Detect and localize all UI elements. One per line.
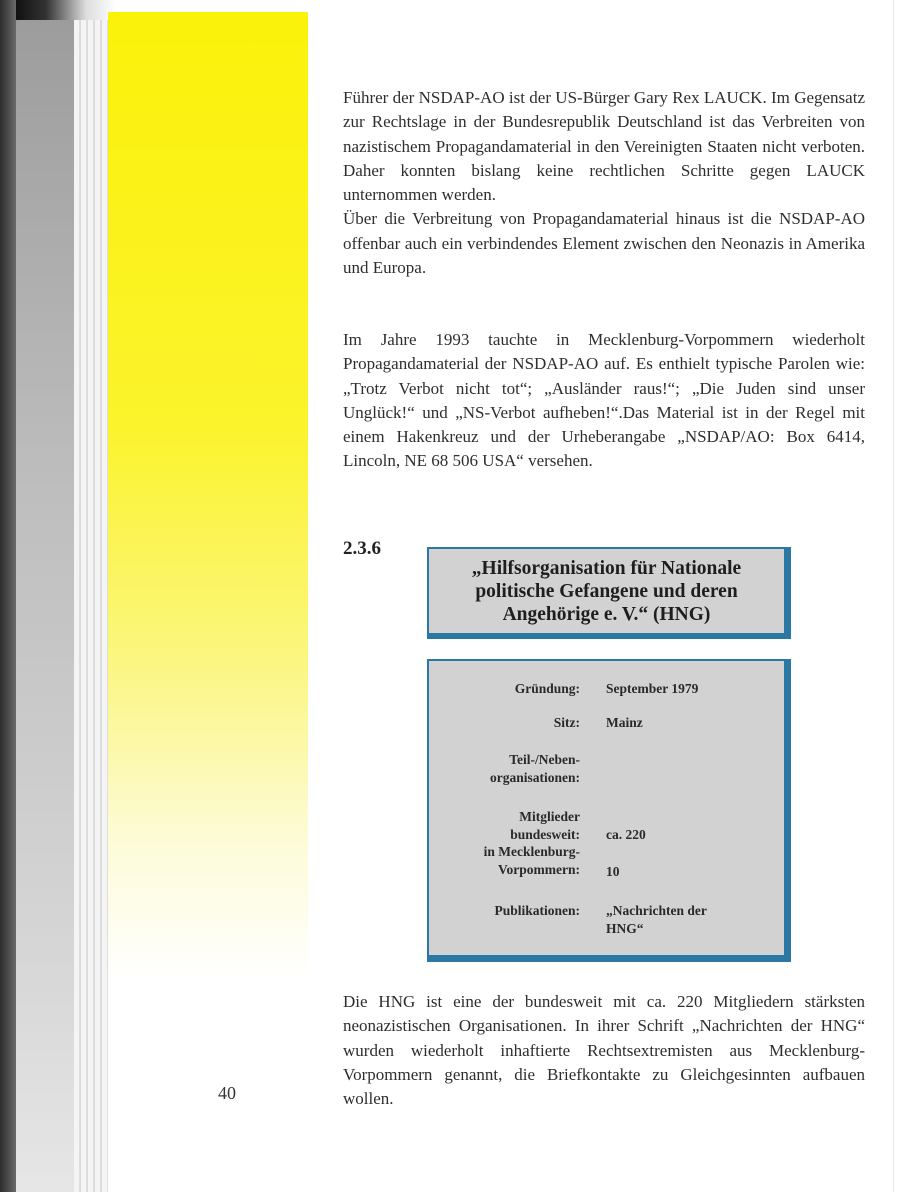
- seat-value: Mainz: [606, 715, 643, 730]
- section-title-box: [427, 547, 791, 639]
- publications-value: „Nachrichten der HNG“: [606, 903, 707, 936]
- scan-page-leaves: [74, 18, 108, 1192]
- scan-edge-top: [16, 0, 116, 20]
- founding-value: September 1979: [606, 681, 699, 696]
- members-mv-value: 10: [606, 864, 620, 879]
- paragraph-propaganda-1993: Im Jahre 1993 tauchte in Mecklenburg-Vorpommern wiederholt Propagandamaterial der NSDAP-AO auf. Es enthielt typische Parolen wie: „Trotz Verbot nicht tot“; „Ausländer raus!“; „Die Juden sind unser Unglück!“ und „NS-Verbot aufheben!“.Das Material ist in der Regel mit einem Hakenkreuz und der Urheberangabe „NSDAP/AO: Box 6414, Lincoln, NE 68 506 USA“ versehen.: [343, 330, 865, 471]
- scan-edge-right: [893, 0, 894, 1192]
- seat-label: Sitz:: [553, 715, 580, 730]
- founding-label: Gründung:: [514, 681, 580, 696]
- paragraph-nsdap-ao-leader: Führer der NSDAP-AO ist der US-Bürger Gary Rex LAUCK. Im Gegensatz zur Rechtslage in der Bundesrepublik Deutschland ist das Verbreiten von nazistischem Propagandamaterial in den Vereinigten Staaten nicht verboten. Daher konnten bislang keine rechtlichen Schritte gegen LAUCK unternommen werden. Über die Verbreitung von Propagandamaterial hinaus ist die NSDAP-AO offenbar auch ein verbindendes Element zwischen den Neonazis in Amerika und Europa.: [343, 88, 865, 278]
- section-number: 2.3.6: [343, 538, 381, 559]
- publications-label: Publikationen:: [494, 903, 580, 918]
- section-title: „Hilfsorganisation für Nationale politische Gefangene und deren Angehörige e. V.“ (HNG): [471, 557, 742, 625]
- yellow-margin-band: [108, 12, 308, 1192]
- paragraph-hng-description: Die HNG ist eine der bundesweit mit ca. 220 Mitgliedern stärksten neonazistischen Organisationen. In ihrer Schrift „Nachrichten der HNG“ wurden wiederholt inhaftierte Rechtsextremisten aus Mecklenburg-Vorpommern genannt, die Briefkontakte zu Gleichgesinnten aufbauen wollen.: [343, 992, 865, 1109]
- suborganizations-label: Teil-/Neben- organisationen:: [489, 752, 580, 785]
- members-label: Mitglieder bundesweit: in Mecklenburg- Vorpommern:: [483, 809, 580, 877]
- organization-info-box: [427, 659, 791, 962]
- members-national-value: ca. 220: [606, 827, 646, 842]
- page-number: 40: [218, 1083, 236, 1103]
- scan-edge-dark: [0, 0, 16, 1192]
- scan-edge-gray: [16, 0, 74, 1192]
